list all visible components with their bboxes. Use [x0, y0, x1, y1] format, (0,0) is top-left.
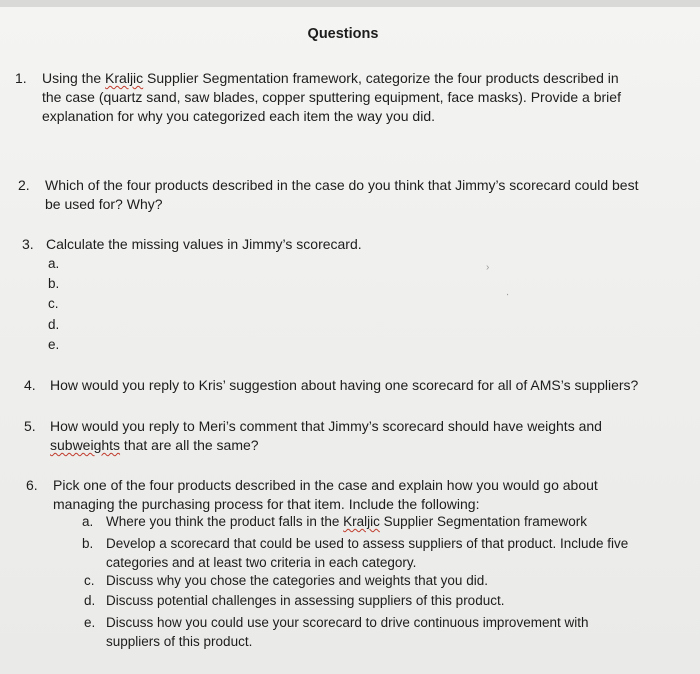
question-text-line: Pick one of the four products described in the case and explain how you would go about	[53, 477, 598, 493]
document-page: Questions 1. Using the Kraljic Supplier Segmentation framework, categorize the four products described in the case (quartz sand, saw blades, copper sputtering equipment, face masks). Provide a brief explanation for why you categorized each item the way you did. 2. Which of the four products described in the case do you think that Jimmy’s scorecard could best be used for? Why? 3. Calculate the missing values in Jimmy’s scorecard. a. b. c. d. e. 4. How would you reply to Kris’ suggestion about having one scorecard for all of AMS’s suppliers? 5. How would you reply to Meri’s comment that Jimmy’s scorecard should have weights and subweights that are all the same? 6. Pick one of the four products described in the case and explain how you would go about managing the purchasing process for that item. Include the following: a. Where you think the product falls in the Kraljic Supplier Segmentation framework b. Develop a scorecard that could be used to assess suppliers of that product. Include five categories and at least two criteria in each category. c. Discuss why you chose the categories and weights that you did. d. Discuss potential challenges in assessing suppliers of this product. e. Discuss how you could use your scorecard to drive continuous improvement with suppliers of this product. › ⋅	[0, 0, 700, 674]
question-text-line: How would you reply to Kris’ suggestion about having one scorecard for all of AMS’s suppliers?	[50, 377, 639, 393]
question-number: 2.	[18, 177, 30, 193]
scan-artifact-mark: ⋅	[506, 290, 510, 301]
sub-item-e: e. Discuss how you could use your scorecard to drive continuous improvement with suppliers of this product.	[84, 615, 589, 649]
sub-item-d: d. Discuss potential challenges in assessing suppliers of this product.	[84, 593, 505, 608]
question-text-line: be used for? Why?	[45, 196, 163, 212]
top-edge	[0, 0, 700, 7]
question-2	[18, 176, 698, 216]
misspelled-word: Kraljic	[105, 70, 144, 86]
question-text-line: Using the Kraljic Supplier Segmentation framework, categorize the four products described in	[42, 70, 619, 86]
question-text-line: Which of the four products described in the case do you think that Jimmy’s scorecard could best	[45, 177, 639, 193]
misspelled-word: subweights	[50, 437, 121, 453]
question-number: 1.	[15, 70, 27, 86]
question-number: 3.	[22, 236, 34, 252]
question-text-line: How would you reply to Meri’s comment that Jimmy’s scorecard should have weights and	[50, 418, 602, 434]
question-number: 6.	[26, 477, 38, 493]
question-number: 4.	[24, 377, 36, 393]
question-text-line: subweights that are all the same?	[50, 437, 259, 453]
sub-item-c: c. Discuss why you chose the categories and weights that you did.	[84, 573, 488, 588]
question-text-line: managing the purchasing process for that item. Include the following:	[53, 496, 480, 512]
question-5	[24, 417, 684, 457]
sub-item-b: b. Develop a scorecard that could be used to assess suppliers of that product. Include five categories and at least two criteria in each category.	[82, 536, 629, 570]
question-text-line: explanation for why you categorized each item the way you did.	[42, 108, 436, 124]
question-text-line: the case (quartz sand, saw blades, copper sputtering equipment, face masks). Provide a brief	[42, 89, 621, 105]
question-4	[24, 376, 684, 396]
question-3	[22, 235, 622, 255]
question-1	[15, 69, 695, 129]
page-title: Questions	[307, 26, 379, 42]
question-6	[26, 476, 686, 516]
misspelled-word: Kraljic	[343, 514, 380, 529]
sub-item-a: a. Where you think the product falls in the Kraljic Supplier Segmentation framework	[82, 514, 588, 529]
scan-artifact-mark: ›	[486, 262, 490, 273]
question-text-line: Calculate the missing values in Jimmy’s scorecard.	[46, 236, 362, 252]
question-number: 5.	[24, 418, 36, 434]
